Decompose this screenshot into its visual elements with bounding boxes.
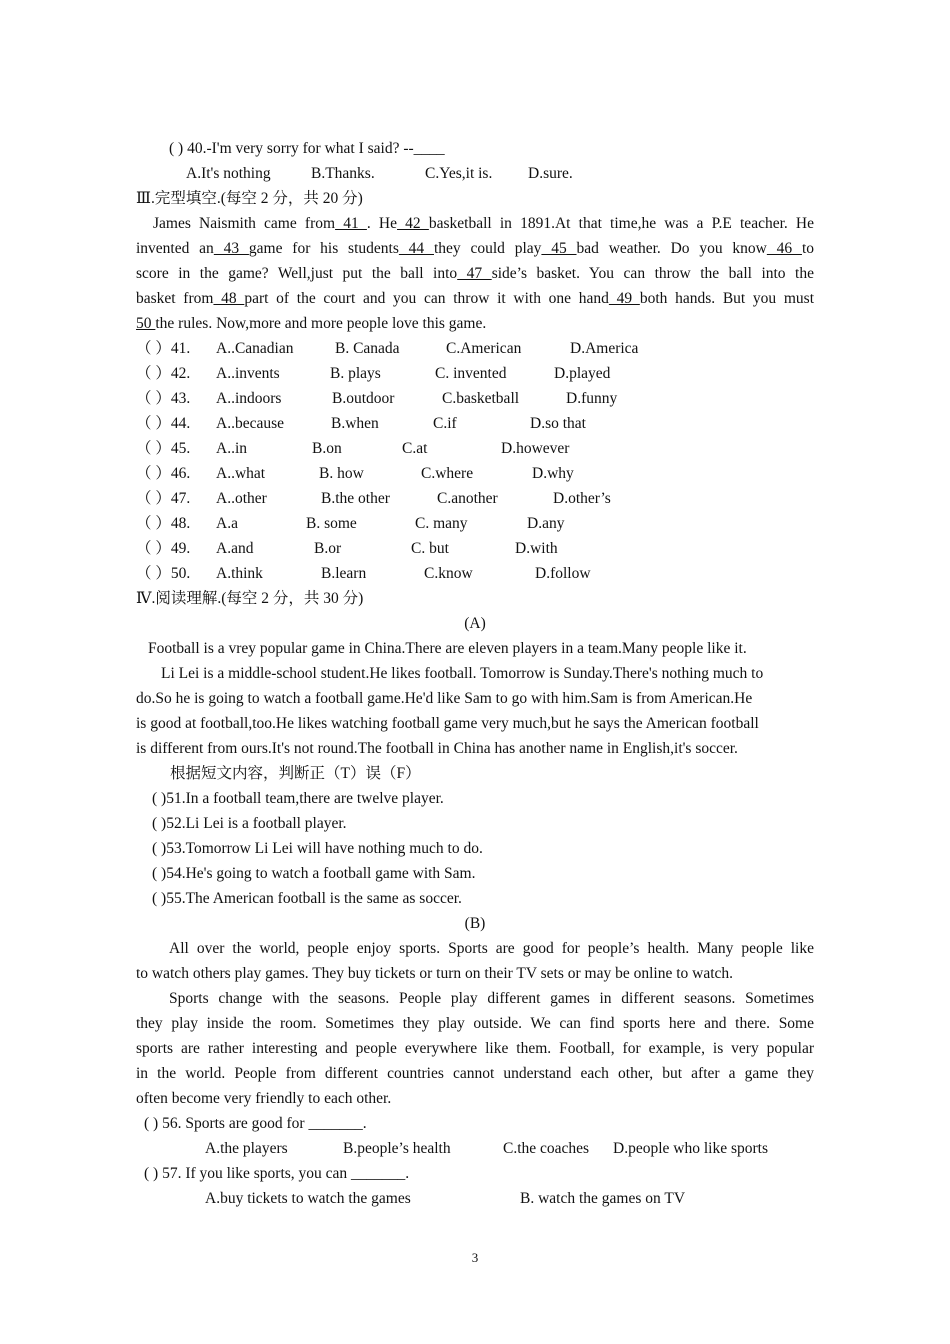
tf-question-53: ( )53.Tomorrow Li Lei will have nothing much to do. xyxy=(152,840,483,857)
cloze-questions xyxy=(136,336,814,586)
cloze-question-42: （ ）42. A..invents B. plays C. invented D.played xyxy=(136,365,611,382)
cloze-question-41: （ ）41. A..Canadian B. Canada C.American D.America xyxy=(136,340,639,357)
q56-stem: ( ) 56. Sports are good for _______. xyxy=(144,1115,367,1132)
cloze-text-3a: score in the game? Well,just put the ball into xyxy=(136,265,458,282)
blank-48: 48 xyxy=(213,290,245,307)
q40-option-a: A.It's nothing xyxy=(186,165,271,182)
cloze-text-3b: side’s basket. You can throw the ball into the xyxy=(491,265,814,282)
q40-options xyxy=(136,161,814,186)
blank-46: 46 xyxy=(766,240,802,257)
tf-question-54: ( )54.He's going to watch a football game with Sam. xyxy=(152,865,476,882)
q40-stem: ( ) 40.-I'm very sorry for what I said? --____ xyxy=(169,140,445,157)
part-b-paragraph-2: Sports change with the seasons. People play different games in different seasons. Sometimes they play inside the room. Sometimes they play outside. We can find sports here and there. Some sports are rather interesting and people everywhere like them. Football, for example, is very popular in the world. People from different countries cannot understand each other, but after a game they often become very friendly to each other. xyxy=(136,990,814,1107)
blank-41: 41 xyxy=(335,215,367,232)
tf-question-51: ( )51.In a football team,there are twelve player. xyxy=(152,790,444,807)
q56-options xyxy=(136,1136,814,1161)
page-number: 3 xyxy=(471,1250,479,1265)
blank-42: 42 xyxy=(397,215,429,232)
part-b-paragraph-1: All over the world, people enjoy sports. Sports are good for people’s health. Many people like to watch others play games. They buy tickets or turn on their TV sets or may be online to watch. xyxy=(136,940,814,982)
q56-option-a: A.the players xyxy=(205,1140,288,1157)
exam-page xyxy=(136,136,814,1211)
q56-option-b: B.people’s health xyxy=(343,1140,451,1157)
cloze-passage: James Naismith came from 41 . He 42 basketball in 1891.At that time,he was a P.E teacher. He invented an 43 game for his students 44 they could play 45 bad weather. Do you know 46 to score in the game? Well,just put the ball into 47 side’s basket. You can throw the ball into the basket from 48 part of the court and you can throw it with one hand 49 both hands. But you must 50 the rules. Now,more and more people love this game. xyxy=(136,215,815,332)
part-b-label: (B) xyxy=(464,915,486,932)
blank-44: 44 xyxy=(398,240,434,257)
blank-45: 45 xyxy=(541,240,577,257)
true-false-instruction: 根据短文内容，判断正（T）误（F） xyxy=(170,765,421,782)
part-a-paragraph-1: Football is a vrey popular game in China.There are eleven players in a team.Many people like it. xyxy=(148,640,747,657)
q57-stem: ( ) 57. If you like sports, you can _______. xyxy=(144,1165,410,1182)
cloze-question-50: （ ）50. A.think B.learn C.know D.follow xyxy=(136,565,591,582)
q57-options xyxy=(136,1186,814,1211)
q56-option-d: D.people who like sports xyxy=(613,1140,768,1157)
blank-50: 50 xyxy=(136,315,156,332)
section4-heading: Ⅳ.阅读理解.(每空 2 分，共 30 分) xyxy=(136,590,364,607)
cloze-question-45: （ ）45. A..in B.on C.at D.however xyxy=(136,440,570,457)
q40-option-d: D.sure. xyxy=(528,165,573,182)
cloze-question-46: （ ）46. A..what B. how C.where D.why xyxy=(136,465,574,482)
tf-question-55: ( )55.The American football is the same as soccer. xyxy=(152,890,462,907)
blank-43: 43 xyxy=(213,240,249,257)
part-a-paragraph-2: Li Lei is a middle-school student.He likes football. Tomorrow is Sunday.There's nothing much to do.So he is going to watch a football game.He'd like Sam to go with him.Sam is from American.He is good at football,too.He likes watching football game very much,but he says the American football is different from ours.It's not round.The football in China has another name in English,it's soccer. xyxy=(136,665,764,757)
cloze-text-4a: basket from xyxy=(136,290,214,307)
section3-heading: Ⅲ.完型填空.(每空 2 分，共 20 分) xyxy=(136,190,363,207)
cloze-text-2a: invented an xyxy=(136,240,214,257)
blank-49: 49 xyxy=(608,290,640,307)
q40-option-c: C.Yes,it is. xyxy=(425,165,493,182)
cloze-question-47: （ ）47. A..other B.the other C.another D.other’s xyxy=(136,490,611,507)
q40-option-b: B.Thanks. xyxy=(311,165,375,182)
tf-question-52: ( )52.Li Lei is a football player. xyxy=(152,815,347,832)
cloze-question-43: （ ）43. A..indoors B.outdoor C.basketball D.funny xyxy=(136,390,618,407)
q57-option-a: A.buy tickets to watch the games xyxy=(205,1190,411,1207)
blank-47: 47 xyxy=(457,265,492,282)
cloze-text-1a: basketball in 1891.At that time,he was a P.E teacher. He xyxy=(428,215,815,232)
cloze-text-2b: to xyxy=(801,240,814,257)
q56-option-c: C.the coaches xyxy=(503,1140,590,1157)
cloze-question-48: （ ）48. A.a B. some C. many D.any xyxy=(136,515,565,532)
cloze-question-49: （ ）49. A.and B.or C. but D.with xyxy=(136,540,558,557)
q57-option-b: B. watch the games on TV xyxy=(520,1190,686,1207)
cloze-question-44: （ ）44. A..because B.when C.if D.so that xyxy=(136,415,586,432)
part-a-label: (A) xyxy=(464,615,486,632)
true-false-questions xyxy=(136,786,814,911)
